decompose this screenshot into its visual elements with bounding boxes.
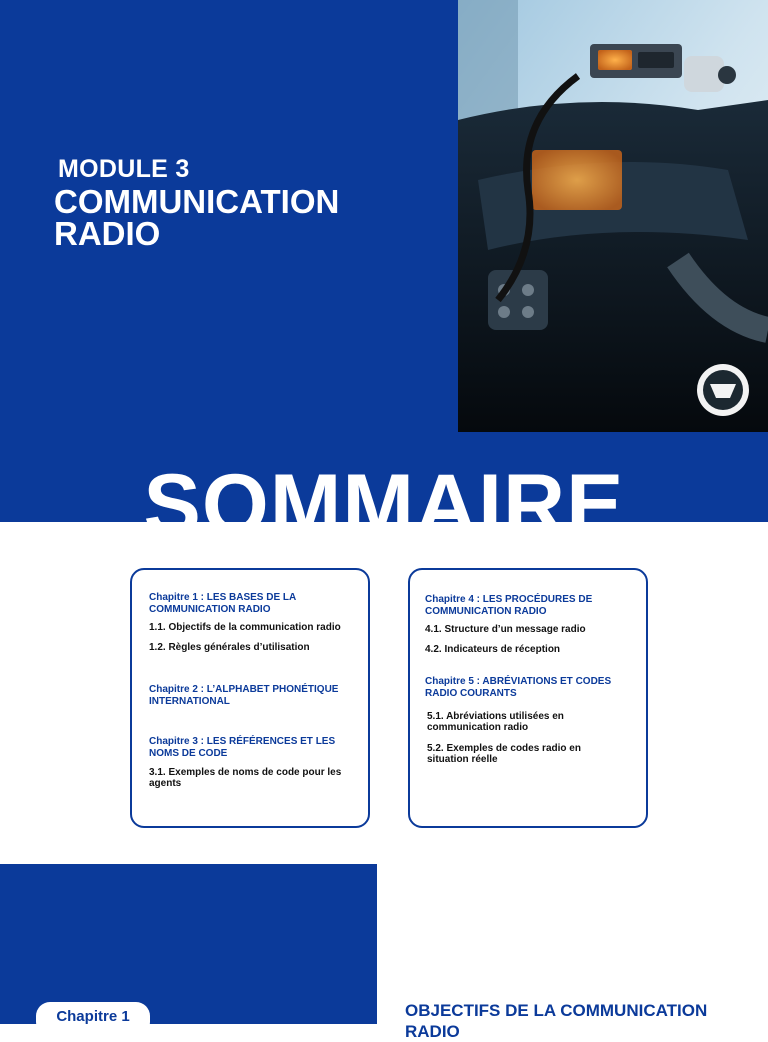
toc-item[interactable]: 4.2. Indicateurs de réception: [425, 644, 561, 655]
module-label: MODULE 3: [58, 155, 190, 183]
toc-item[interactable]: 3.1. Exemples de noms de code pour les agents: [149, 767, 342, 789]
car-radio-photo: [458, 0, 768, 432]
toc-item[interactable]: 5.1. Abréviations utilisées en communication radio: [427, 711, 564, 733]
toc-item[interactable]: 1.2. Règles générales d’utilisation: [149, 642, 310, 653]
chapter-pill: Chapitre 1: [36, 1002, 150, 1036]
toc-chapter-title[interactable]: Chapitre 3 : LES RÉFÉRENCES ET LES NOMS DE CODE: [149, 736, 336, 759]
toc-chapter-title[interactable]: Chapitre 2 : L’ALPHABET PHONÉTIQUE INTERNATIONAL: [149, 684, 339, 707]
toc-chapter-title[interactable]: Chapitre 1 : LES BASES DE LA COMMUNICATION RADIO: [149, 592, 296, 615]
sommaire-heading: [0, 457, 768, 553]
toc-card-left: [130, 568, 370, 828]
sommaire-title: SOMMAIRE: [143, 457, 625, 553]
chapter-panel: [0, 864, 377, 1024]
toc-item[interactable]: 5.2. Exemples de codes radio en situation réelle: [427, 743, 581, 765]
toc-chapter-title[interactable]: Chapitre 5 : ABRÉVIATIONS ET CODES RADIO COURANTS: [425, 676, 612, 699]
toc-item[interactable]: 1.1. Objectifs de la communication radio: [149, 622, 341, 633]
car-radio-illustration: [458, 0, 768, 432]
toc-card-right: [408, 568, 648, 828]
toc-item[interactable]: 4.1. Structure d’un message radio: [425, 624, 586, 635]
section-title: OBJECTIFS DE LA COMMUNICATION RADIO: [405, 1001, 708, 1041]
module-title: COMMUNICATION RADIO: [54, 183, 340, 252]
toc-chapter-title[interactable]: Chapitre 4 : LES PROCÉDURES DE COMMUNICATION RADIO: [425, 594, 593, 617]
